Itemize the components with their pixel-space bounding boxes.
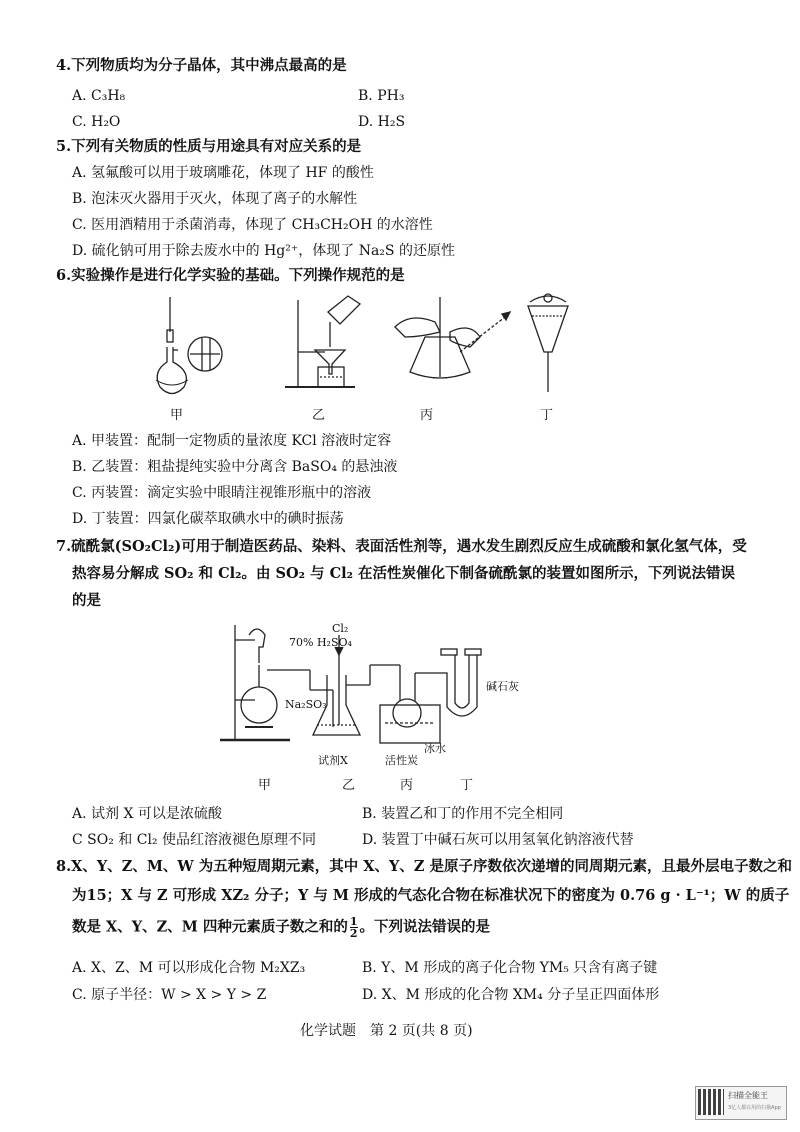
page-footer: 化学试题 第 2 页(共 8 页)	[300, 1023, 473, 1039]
ice-bath-beaker-icon	[380, 705, 440, 743]
q7-label-carbon: 活性炭	[385, 754, 418, 767]
q5-option-a: A. 氢氟酸可以用于玻璃雕花，体现了 HF 的酸性	[72, 165, 374, 181]
q7-apparatus-figure	[215, 615, 515, 755]
q4-option-a: A. C₃H₈	[72, 88, 126, 104]
q4-option-b: B. PH₃	[358, 88, 405, 104]
q7-label-cl2: Cl₂	[332, 622, 349, 635]
q7-label-soda-lime: 碱石灰	[486, 680, 519, 693]
q6-option-b: B. 乙装置：粗盐提纯实验中分离含 BaSO₄ 的悬浊液	[72, 459, 398, 475]
q7-option-a: A. 试剂 X 可以是浓硫酸	[72, 806, 222, 822]
q8-option-d: D. X、M 形成的化合物 XM₄ 分子呈正四面体形	[362, 987, 660, 1003]
qr-code-icon	[698, 1089, 724, 1115]
q7-caption-bing: 丙	[400, 778, 414, 793]
q7-stem-line1: 7.硫酰氯(SO₂Cl₂)可用于制造医药品、染料、表面活性剂等，遇水发生剧烈反应生成硫酸和氯化氢气体，受	[56, 538, 747, 555]
q8-stem-line3	[72, 916, 490, 939]
q8-stem-line2: 为15；X 与 Z 可形成 XZ₂ 分子；Y 与 M 形成的气态化合物在标准状况下的密度为 0.76 g · L⁻¹；W 的质子	[72, 887, 790, 904]
q5-option-b: B. 泡沫灭火器用于灭火，体现了离子的水解性	[72, 191, 358, 207]
q7-label-reagent-x: 试剂X	[318, 754, 348, 767]
q6-option-a: A. 甲装置：配制一定物质的量浓度 KCl 溶液时定容	[72, 433, 392, 449]
q4-option-d: D. H₂S	[358, 114, 406, 130]
q8-stem-line3-post: 。下列说法错误的是	[359, 918, 490, 936]
q8-option-c: C. 原子半径：W > X > Y > Z	[72, 987, 267, 1003]
titration-hands-icon	[395, 297, 510, 378]
q6-caption-bing: 丙	[420, 408, 434, 423]
dropping-funnel-icon	[249, 629, 265, 663]
q7-label-na2so3: Na₂SO₃	[285, 698, 327, 711]
q4-option-c: C. H₂O	[72, 114, 121, 130]
q6-option-d: D. 丁装置：四氯化碳萃取碘水中的碘时振荡	[72, 511, 344, 527]
scanner-watermark-sub: 3亿人都在用的扫描App	[728, 1105, 781, 1111]
volumetric-flask-icon	[156, 297, 188, 394]
q8-option-b: B. Y、M 形成的离子化合物 YM₅ 只含有离子键	[362, 960, 658, 976]
q7-stem-line2: 热容易分解成 SO₂ 和 Cl₂。由 SO₂ 与 Cl₂ 在活性炭催化下制备硫酰氯的装置如图所示，下列说法错误	[72, 565, 736, 582]
q8-option-a: A. X、Z、M 可以形成化合物 M₂XZ₃	[72, 960, 306, 976]
q8-frac-den: 2	[349, 927, 358, 940]
q7-option-b: B. 装置乙和丁的作用不完全相同	[362, 806, 564, 822]
u-tube-icon	[443, 655, 477, 716]
round-flask-icon	[241, 687, 277, 723]
q8-stem-line3-pre: 数是 X、Y、Z、M 四种元素质子数之和的	[72, 918, 348, 936]
q6-option-c: C. 丙装置：滴定实验中眼睛注视锥形瓶中的溶液	[72, 485, 372, 501]
q4-stem: 4.下列物质均为分子晶体，其中沸点最高的是	[56, 57, 347, 74]
q7-option-c: C SO₂ 和 Cl₂ 使品红溶液褪色原理不同	[72, 832, 316, 848]
q8-fraction	[350, 916, 358, 939]
q7-caption-jia: 甲	[258, 778, 272, 793]
q5-option-d: D. 硫化钠可用于除去废水中的 Hg²⁺，体现了 Na₂S 的还原性	[72, 243, 455, 259]
q7-stem-line3: 的是	[72, 592, 101, 609]
q8-stem-line1: 8.X、Y、Z、M、W 为五种短周期元素，其中 X、Y、Z 是原子序数依次递增的同周期元素，且最外层电子数之和	[56, 858, 792, 875]
q7-caption-yi: 乙	[342, 778, 356, 793]
q7-caption-ding: 丁	[460, 778, 474, 793]
filtration-stand-icon	[285, 296, 360, 387]
q6-caption-yi: 乙	[312, 408, 326, 423]
separatory-funnel-icon	[528, 294, 568, 392]
q6-caption-jia: 甲	[170, 408, 184, 423]
q8-frac-num: 1	[349, 915, 358, 928]
q5-stem: 5.下列有关物质的性质与用途具有对应关系的是	[56, 138, 362, 155]
q6-caption-ding: 丁	[540, 408, 554, 423]
q7-label-acid: 70% H₂SO₄	[289, 636, 352, 649]
q5-option-c: C. 医用酒精用于杀菌消毒，体现了 CH₃CH₂OH 的水溶性	[72, 217, 433, 233]
q6-apparatus-figure	[150, 292, 590, 402]
q6-stem: 6.实验操作是进行化学实验的基础。下列操作规范的是	[56, 267, 405, 284]
scanner-watermark	[695, 1086, 787, 1120]
scanner-watermark-title: 扫描全能王	[728, 1091, 768, 1100]
q7-option-d: D. 装置丁中碱石灰可以用氢氧化钠溶液代替	[362, 832, 634, 848]
q7-label-ice-water: 冰水	[424, 742, 446, 755]
